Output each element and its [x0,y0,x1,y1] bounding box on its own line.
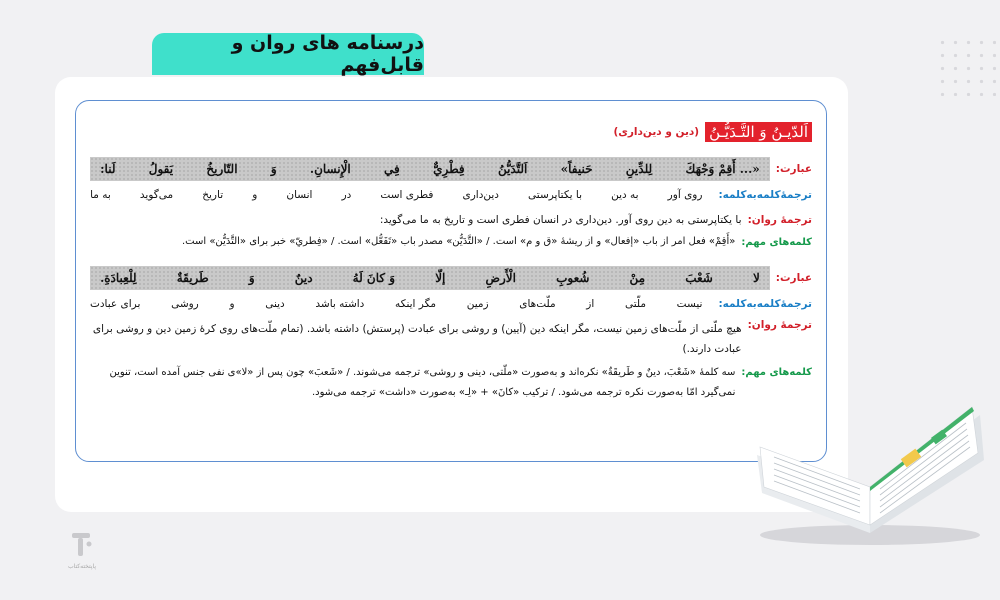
banner-title: درسنامه های روان و قابل‌فهم [152,33,424,75]
keywords-label: کلمه‌های مهم: [741,367,812,378]
word-trans: انسان [286,189,313,201]
ayah-word: لِلْعِبادَةِ. [100,271,137,285]
ayah-word: الْإِنسانِ. [309,162,351,176]
ayah-word: وَ كانَ لَهُ [352,271,396,285]
lesson-title-arabic: اَلدّيـنُ وَ التَّـدَيُّـنُ [705,122,812,142]
keywords-text: سه کلمهٔ «شَعْبَ، دينٌ و طَريقَةٌ» نکره‌اند و به‌صورت «ملّتی، دینی و روشی» ترجمه می‌شوند. / «شَعبَ» چون پس از «لا»ی نفی جنس آمده است، تنوین نمی‌گیرد امّا به‌صورت نکره ترجمه می‌شود. / ترکیب «كانَ» + «لِـ» به‌صورت «داشت» ترجمه می‌شود. [109,367,736,398]
brand-logo [58,530,106,580]
word-trans: زمین [466,298,489,310]
lesson-title-row [90,121,812,143]
ayah-word: الْأَرضِ [485,271,516,285]
ayah-word: لِلدِّينِ [625,162,653,176]
word-trans: ملّتی [624,298,646,310]
word-trans: در [341,189,352,201]
ayah-word: حَنيفاً» [560,162,593,176]
fluent-row-2 [90,319,812,359]
word-trans: با یکتاپرستی [528,189,583,201]
word-trans-list-2 [90,298,712,310]
word-trans: دینی [265,298,285,310]
word-by-word-label: ترجمهٔ‌کلمه‌به‌کلمه: [718,298,812,310]
word-trans: فطری است [380,189,434,201]
ibarat-label: عبارت: [775,272,812,284]
ayah-word: طَريقَةٌ [176,271,209,285]
word-trans: از [586,298,595,310]
ayah-word: اَلتَّدَيُّنُ [497,162,528,176]
word-by-word-label: ترجمهٔ‌کلمه‌به‌کلمه: [718,189,812,201]
word-trans-row-1 [90,185,812,205]
word-trans-row-2 [90,294,812,314]
ayah-word: فِطْرِيٌّ [433,162,465,176]
ayah-word: دينٌ [294,271,313,285]
ayah-word: وَ [270,162,277,176]
lesson-title-persian: (دین و دین‌داری) [613,126,700,138]
word-trans: دین‌داری [462,189,499,201]
word-trans: روی آور [667,189,703,201]
fluent-row-1 [90,210,812,230]
keywords-row-1 [90,232,812,252]
word-trans: ملّت‌های [519,298,556,310]
word-trans: به ما [90,189,111,201]
ayah-word: لا [752,271,760,285]
word-trans: داشته باشد [315,298,365,310]
dot-pattern [936,36,996,96]
ayah-word: يَقولُ [148,162,174,176]
ayah-word: شُعوبِ [556,271,590,285]
ibarat-label: عبارت: [775,163,812,175]
ayah-word: فِي [384,162,400,176]
textbook-page [75,100,827,462]
ayah-word: إلّا [435,271,446,285]
ayah-word: وَ [248,271,255,285]
fluent-label: ترجمهٔ روان: [747,214,812,226]
word-trans-list-1 [90,189,712,201]
ayah-word: لَنا: [100,162,116,176]
ayah-strip-1 [90,157,770,181]
ayah-word: «... أَقِمْ وَجْهَكَ [685,162,760,176]
ayah-word: التّاريخُ [206,162,238,176]
word-trans: می‌گوید [139,189,174,201]
ayah-strip-2 [90,266,770,290]
ayah-word: مِنْ [629,271,646,285]
word-trans: نیست [676,298,703,310]
word-trans: و [229,298,235,310]
word-trans: مگر اینکه [395,298,437,310]
p-logo-icon [69,530,95,560]
keywords-label: کلمه‌های مهم: [741,236,812,248]
ibarat-row-1 [90,157,812,181]
word-trans: و [252,189,258,201]
open-book-illustration [752,375,987,550]
fluent-text: هیچ ملّتی از ملّت‌های زمین نیست، مگر اینکه دین (آیین) و روشی برای عبادت (پرستش) داشته باشد. (تمام ملّت‌های روی کرهٔ زمین دین و روشی برای عبادت دارند.) [92,323,742,355]
word-trans: روشی [171,298,199,310]
keywords-text: «أَقِمْ» فعل امر از باب «إفعال» و از ریشهٔ «ق و م» است. / «التَّدَيُّن» مصدر باب «تَفَعُّل» است. / «فِطريّ» خبر برای «التَّدَيُّن» است. [181,236,736,247]
keywords-row-2 [90,363,812,403]
ibarat-row-2 [90,266,812,290]
fluent-label: ترجمهٔ روان: [747,319,812,331]
word-trans: به دین [611,189,639,201]
word-trans: تاریخ [202,189,224,201]
brand-name: پاپتخته‌کتاب [67,563,97,570]
ayah-word: شَعْبَ [685,271,713,285]
word-trans: برای عبادت [90,298,141,310]
fluent-text: با یکتاپرستی به دین روی آور. دین‌داری در انسان فطری است و تاریخ به ما می‌گوید: [379,214,742,226]
